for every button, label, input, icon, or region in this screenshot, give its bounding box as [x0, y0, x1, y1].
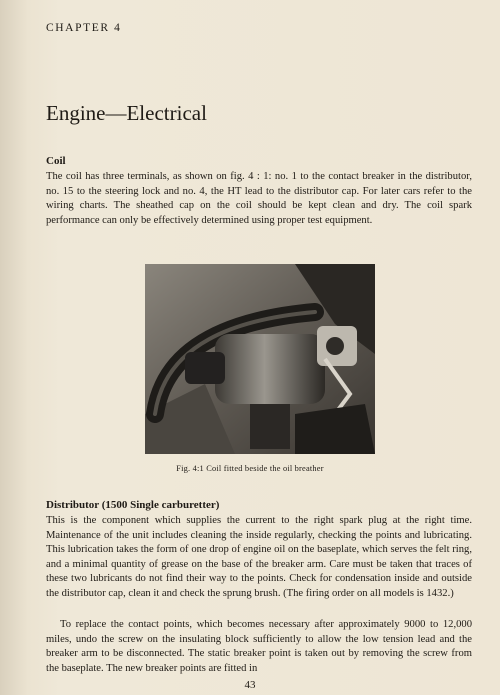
coil-paragraph: The coil has three terminals, as shown on fig. 4 : 1: no. 1 to the contact breaker in the distributor, no. 15 to the steering lock and no. 4, the HT lead to the distributor cap. For later cars refer to the wiring charts. The sheathed cap on the coil should be kept clean and dry. The coil spark performance can only be effectively determined using proper test equipment. [46, 171, 472, 226]
chapter-label: CHAPTER 4 [46, 22, 122, 34]
page-title: Engine—Electrical [46, 101, 207, 125]
section-heading-coil: Coil [46, 155, 66, 167]
coil-photo-image [145, 264, 375, 454]
distributor-paragraph-2: To replace the contact points, which becomes necessary after approximately 9000 to 12,000 miles, undo the screw on the insulating block sufficiently to allow the low tension lead and the breaker arm to be disconnected. The static breaker point is taken out by removing the screw from the baseplate. The new breaker points are fitted in [46, 619, 472, 674]
distributor-paragraph-1: This is the component which supplies the current to the right spark plug at the right time. Maintenance of the unit includes cleaning the inside regularly, checking the points and lubricating. This lubrication takes the form of one drop of engine oil on the baseplate, which serves the felt ring, and a minimal quantity of grease on the base of the breaker arm. Care must be taken that traces of these two lubricants do not find their way to the points. Check for condensation inside and outside the distributor cap, clean it and check the sprung brush. (The firing order on all models is 1432.) [46, 515, 472, 599]
figure-caption: Fig. 4:1 Coil fitted beside the oil breather [176, 464, 324, 473]
coil-photo [145, 264, 375, 454]
section-heading-distributor: Distributor (1500 Single carburetter) [46, 499, 220, 511]
page-number: 43 [244, 679, 256, 691]
